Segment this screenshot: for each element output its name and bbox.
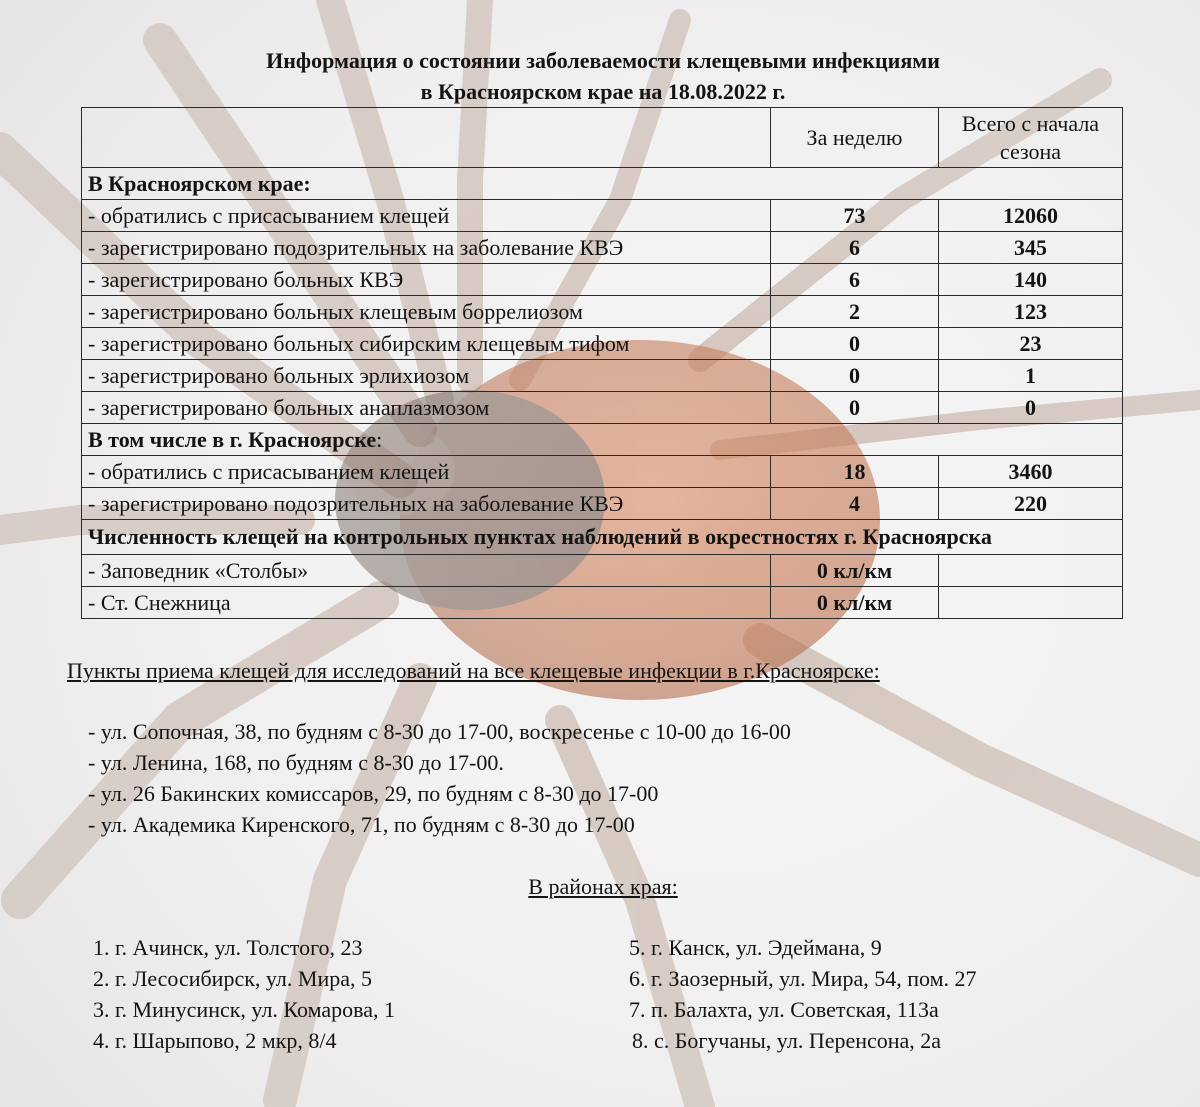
table-header-week: За неделю (771, 108, 939, 168)
table-row (82, 555, 1123, 587)
section-city-colon: : (376, 426, 383, 452)
table-row (82, 392, 1123, 424)
table-header-cell (82, 108, 771, 168)
table-row (82, 587, 1123, 619)
address-item: - ул. Академика Киренского, 71, по будням с 8-30 до 17-00 (88, 812, 635, 837)
row-week-value: 73 (771, 200, 939, 232)
section-title-region: В Красноярском крае: (82, 168, 1123, 200)
row-week-value: 4 (771, 488, 939, 520)
table-row (82, 296, 1123, 328)
row-label: - зарегистрировано больных КВЭ (82, 264, 771, 296)
document-subtitle: в Красноярском крае на 18.08.2022 г. (420, 79, 786, 104)
row-week-value: 18 (771, 456, 939, 488)
table-row (82, 200, 1123, 232)
row-label: - зарегистрировано подозрительных на заболевание КВЭ (82, 488, 771, 520)
section-title-city (82, 424, 1123, 456)
row-label: - Ст. Снежница (82, 587, 771, 619)
region-point-item: 5. г. Канск, ул. Эдеймана, 9 (629, 935, 882, 960)
table-header-season: Всего с начала сезона (939, 108, 1123, 168)
table-row (82, 264, 1123, 296)
row-season-value: 140 (939, 264, 1123, 296)
collection-points-title: Пункты приема клещей для исследований на все клещевые инфекции в г.Красноярске: (67, 658, 880, 683)
row-season-value: 123 (939, 296, 1123, 328)
row-week-value: 0 (771, 328, 939, 360)
row-season-value: 23 (939, 328, 1123, 360)
document-title: Информация о состоянии заболеваемости клещевыми инфекциями (266, 48, 940, 73)
row-week-value: 0 (771, 392, 939, 424)
region-point-item: 3. г. Минусинск, ул. Комарова, 1 (93, 997, 395, 1022)
section-row-city (82, 424, 1123, 456)
row-label: - зарегистрировано больных анаплазмозом (82, 392, 771, 424)
table-row (82, 360, 1123, 392)
row-label: - зарегистрировано больных эрлихиозом (82, 360, 771, 392)
row-season-value: 345 (939, 232, 1123, 264)
row-label: - зарегистрировано больных клещевым боррелиозом (82, 296, 771, 328)
row-week-value: 6 (771, 264, 939, 296)
row-season-value: 3460 (939, 456, 1123, 488)
row-week-value: 0 (771, 360, 939, 392)
region-point-item: 4. г. Шарыпово, 2 мкр, 8/4 (93, 1028, 337, 1053)
table-row (82, 328, 1123, 360)
section-city-text: В том числе в г. Красноярске (88, 426, 377, 452)
section-row-region (82, 168, 1123, 200)
address-item: - ул. Сопочная, 38, по будням с 8-30 до 17-00, воскресенье с 10-00 до 16-00 (88, 719, 791, 744)
row-season-value: 0 (939, 392, 1123, 424)
row-season-value: 220 (939, 488, 1123, 520)
section-row-ticks (82, 520, 1123, 555)
region-point-item: 1. г. Ачинск, ул. Толстого, 23 (93, 935, 363, 960)
table-header-row (82, 108, 1123, 168)
row-season-value (939, 587, 1123, 619)
address-item: - ул. Ленина, 168, по будням с 8-30 до 17-00. (88, 750, 504, 775)
row-week-value: 0 кл/км (771, 587, 939, 619)
region-point-item: 7. п. Балахта, ул. Советская, 113а (629, 997, 939, 1022)
table-row (82, 488, 1123, 520)
row-week-value: 6 (771, 232, 939, 264)
region-point-item: 2. г. Лесосибирск, ул. Мира, 5 (93, 966, 373, 991)
row-season-value: 12060 (939, 200, 1123, 232)
incidence-table (81, 107, 1123, 619)
row-week-value: 0 кл/км (771, 555, 939, 587)
section-title-ticks: Численность клещей на контрольных пунктах наблюдений в окрестностях г. Красноярска (82, 520, 1123, 555)
row-label: - обратились с присасыванием клещей (82, 456, 771, 488)
row-season-value (939, 555, 1123, 587)
address-item: - ул. 26 Бакинских комиссаров, 29, по будням с 8-30 до 17-00 (88, 781, 659, 806)
regions-title: В районах края: (528, 874, 678, 899)
row-week-value: 2 (771, 296, 939, 328)
region-point-item: 6. г. Заозерный, ул. Мира, 54, пом. 27 (629, 966, 977, 991)
row-label: - зарегистрировано подозрительных на заболевание КВЭ (82, 232, 771, 264)
row-label: - зарегистрировано больных сибирским клещевым тифом (82, 328, 771, 360)
row-label: - Заповедник «Столбы» (82, 555, 771, 587)
table-row (82, 232, 1123, 264)
table-row (82, 456, 1123, 488)
row-label: - обратились с присасыванием клещей (82, 200, 771, 232)
row-season-value: 1 (939, 360, 1123, 392)
region-point-item: 8. с. Богучаны, ул. Перенсона, 2а (632, 1028, 942, 1053)
